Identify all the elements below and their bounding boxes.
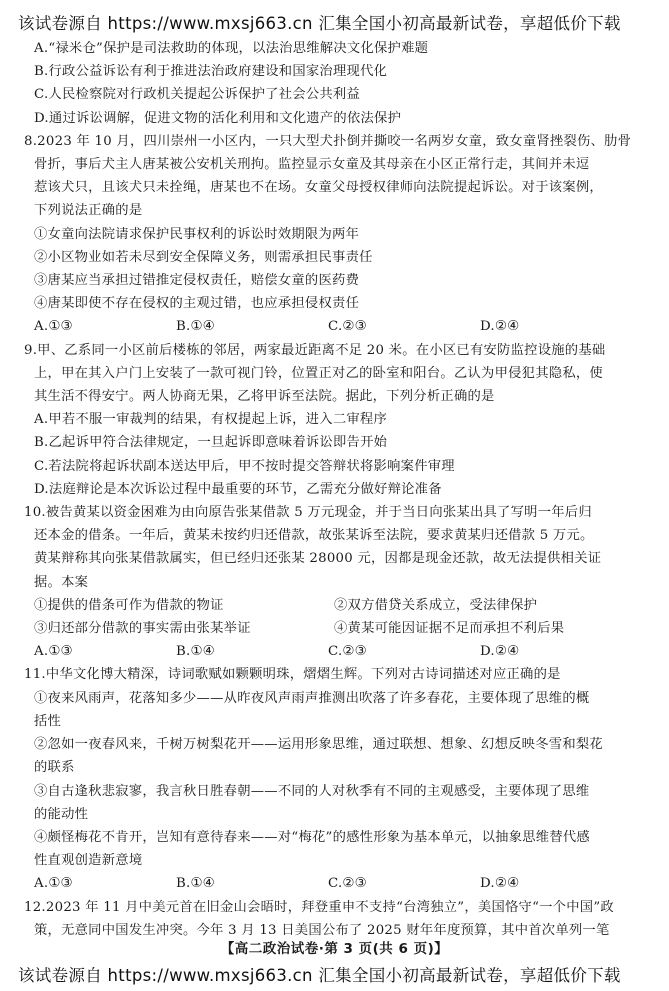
q11-item: ①夜来风雨声，花落知多少——从昨夜风声雨声推测出吹落了许多春花，主要体现了思维的概: [34, 690, 590, 706]
exam-page-content: [24, 37, 654, 942]
q8-choice-b: B.①④: [176, 319, 215, 335]
q11-item: ③自古逢秋悲寂寥，我言秋日胜春朝——不同的人对秋季有不同的主观感受，主要体现了思维: [34, 783, 590, 799]
q10-stem-line: 10.被告黄某以资金困难为由向原告张某借款 5 万元现金，并于当日向张某出具了写明一年后归: [24, 505, 592, 521]
q7-option-a: A.“禄米仓”保护是司法救助的体现，以法治思维解决文化保护难题: [34, 41, 429, 56]
q11-item-cont: 性直观创造新意境: [34, 853, 143, 869]
q7-option-d: D.通过诉讼调解，促进文物的活化利用和文化遗产的依法保护: [34, 110, 402, 126]
q11-item: ②忽如一夜春风来，千树万树梨花开——运用形象思维，通过联想、想象、幻想反映冬雪和梨花: [34, 737, 603, 753]
q11-item-cont: 的联系: [34, 760, 75, 776]
q10-choice-c: C.②③: [328, 644, 367, 660]
watermark-bottom: 该试卷源自 https://www.mxsj663.cn 汇集全国小初高最新试卷，享超低价下载: [18, 966, 621, 985]
q8-item: ④唐某即使不存在侵权的主观过错，也应承担侵权责任: [34, 296, 360, 312]
q9-stem-line: 9.甲、乙系同一小区前后楼栋的邻居，两家最近距离不足 20 米。在小区已有安防监控设施的基础: [24, 342, 606, 358]
q7-option-c: C.人民检察院对行政机关提起公诉保护了社会公共利益: [34, 87, 361, 103]
q9-option-a: A.甲若不服一审裁判的结果，有权提起上诉，进入二审程序: [34, 412, 388, 428]
q10-choice-d: D.②④: [480, 644, 520, 660]
q10-item: ①提供的借条可作为借款的物证: [34, 597, 224, 613]
q11-choice-a: A.①③: [34, 876, 73, 892]
q10-stem-line: 还本金的借条。一年后，黄某未按约归还借款，故张某诉至法院，要求黄某归还借款 5 万元。: [34, 528, 594, 544]
q10-item: ③归还部分借款的事实需由张某举证: [34, 621, 251, 637]
q8-stem-line: 惹该犬只，且该犬只未拴绳，唐某也不在场。女童父母授权律师向法院提起诉讼。对于该案例，: [34, 180, 603, 196]
q10-items-row: [24, 617, 654, 640]
q7-option-b: B.行政公益诉讼有利于推进法治政府建设和国家治理现代化: [34, 64, 388, 80]
q8-item: ①女童向法院请求保护民事权利的诉讼时效期限为两年: [34, 226, 360, 242]
q8-choices: [24, 315, 654, 338]
q12-stem-line: 策，无意同中国发生冲突。今年 3 月 13 日美国公布了 2025 财年年度预算，其中首次单列一笔: [34, 922, 610, 938]
q10-stem-line: 据。本案: [34, 574, 89, 590]
q10-item: ②双方借贷关系成立，受法律保护: [334, 597, 538, 613]
q10-item: ④黄某可能因证据不足而承担不利后果: [334, 621, 565, 637]
q8-choice-c: C.②③: [328, 319, 367, 335]
watermark-top: 该试卷源自 https://www.mxsj663.cn 汇集全国小初高最新试卷，享超低价下载: [18, 14, 621, 33]
q8-choice-d: D.②④: [480, 319, 520, 335]
q9-option-c: C.若法院将起诉状副本送达甲后，甲不按时提交答辩状将影响案件审理: [34, 458, 455, 474]
q8-item: ③唐某应当承担过错推定侵权责任，赔偿女童的医药费: [34, 273, 360, 289]
q11-stem: 11.中华文化博大精深，诗词歌赋如颗颗明珠，熠熠生辉。下列对古诗词描述对应正确的是: [24, 667, 561, 683]
q11-item-cont: 括性: [34, 713, 62, 729]
q11-choice-b: B.①④: [176, 876, 215, 892]
q10-choice-b: B.①④: [176, 644, 215, 660]
q8-stem-line: 8.2023 年 10 月，四川崇州一小区内，一只大型犬扑倒并撕咬一名两岁女童，致女童肾挫裂伤、肋骨: [24, 133, 632, 149]
q12-stem-line: 12.2023 年 11 月中美元首在旧金山会晤时，拜登重申不支持“台湾独立”，美国恪守“一个中国”政: [24, 899, 614, 915]
q10-choices: [24, 640, 654, 663]
q10-stem-line: 黄某辩称其向张某借款属实，但已经归还张某 28000 元，因都是现金还款，故无法提供相关证: [34, 551, 602, 567]
q9-option-d: D.法庭辩论是本次诉讼过程中最重要的环节，乙需充分做好辩论准备: [34, 481, 442, 497]
q11-item: ④颇怪梅花不肯开，岂知有意待春来——对“梅花”的感性形象为基本单元，以抽象思维替代感: [34, 829, 590, 845]
q11-item-cont: 的能动性: [34, 806, 89, 822]
q10-choice-a: A.①③: [34, 644, 73, 660]
q9-stem-line: 其生活不得安宁。两人协商无果，乙将甲诉至法院。据此，下列分析正确的是: [34, 389, 495, 405]
q8-choice-a: A.①③: [34, 319, 73, 335]
q11-choice-d: D.②④: [480, 876, 520, 892]
q9-stem-line: 上，甲在其入户门上安装了一款可视门铃，位置正对乙的卧室和阳台。乙认为甲侵犯其隐私，使: [34, 365, 603, 381]
q9-option-b: B.乙起诉甲符合法律规定，一旦起诉即意味着诉讼即告开始: [34, 435, 388, 451]
q8-stem-line: 骨折，事后犬主人唐某被公安机关刑拘。监控显示女童及其母亲在小区正常行走，其间并未逗: [34, 157, 590, 173]
q11-choices: [24, 872, 654, 895]
q8-item: ②小区物业如若未尽到安全保障义务，则需承担民事责任: [34, 249, 373, 265]
q10-items-row: [24, 594, 654, 617]
page-footer: 【高二政治试卷·第 3 页(共 6 页)】: [220, 941, 449, 957]
q8-stem-line: 下列说法正确的是: [34, 203, 143, 219]
q11-choice-c: C.②③: [328, 876, 367, 892]
